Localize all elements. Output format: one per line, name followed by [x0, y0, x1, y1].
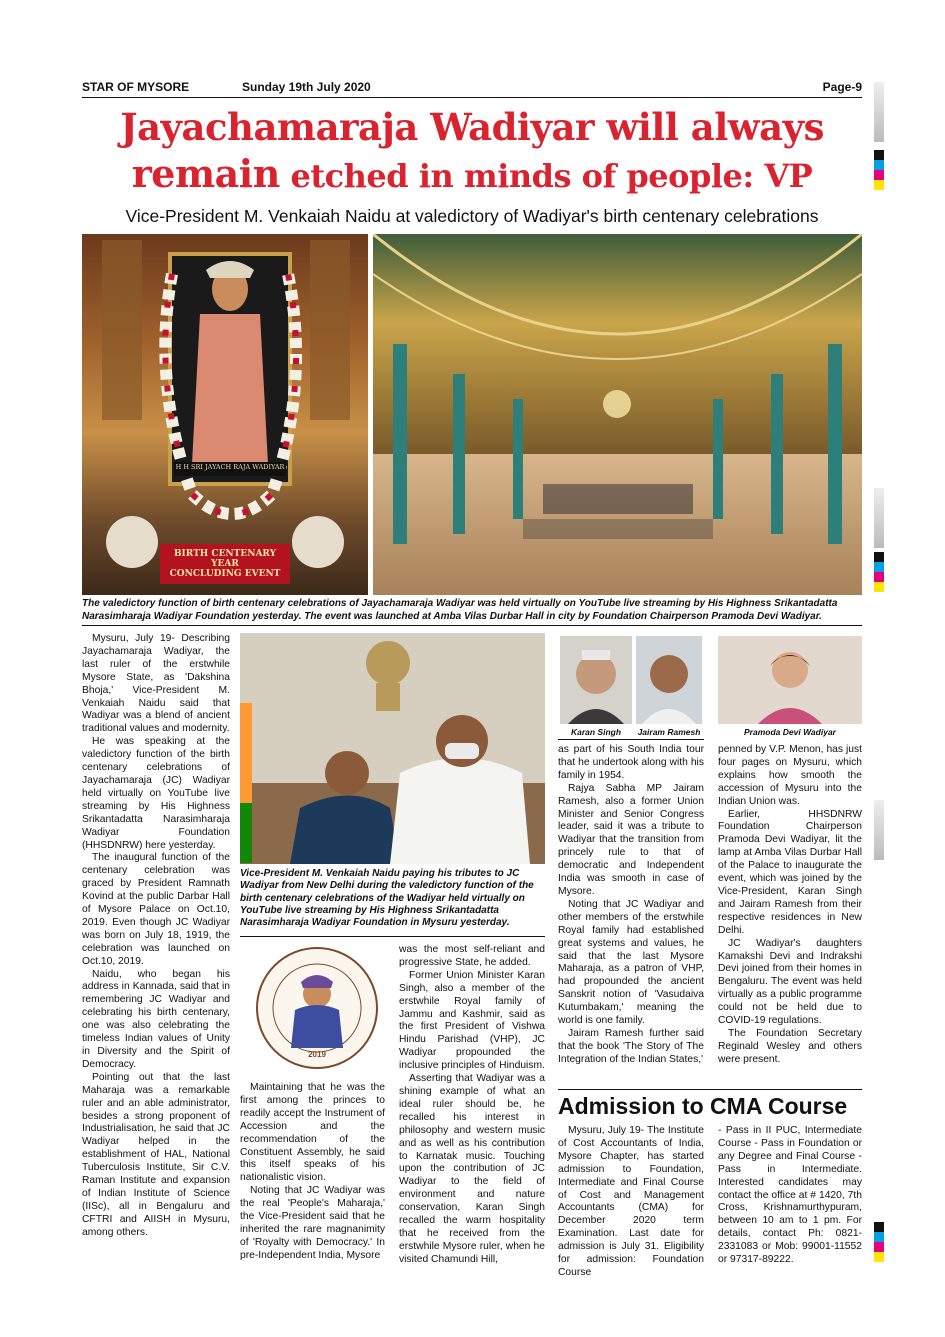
col4-para: Rajya Sabha MP Jairam Ramesh, also a former Union Minister and Senior Congress leader, said it was a tribute to Wadiyar that the transition from princely rule to that of democratic and Independent India was smooth in case of Mysore.: [558, 782, 704, 897]
registration-mark: [874, 1222, 884, 1262]
banner-line-1: BIRTH CENTENARY YEAR: [173, 549, 277, 569]
name-caption-pramoda: Pramoda Devi Wadiyar: [744, 727, 836, 737]
cma-column-2: [718, 1125, 862, 1267]
article-column-3: [399, 944, 545, 1267]
col5-para: penned by V.P. Menon, has just four pages on Mysuru, which explains how smooth the accession of Mysuru into the Indian Union was.: [718, 744, 862, 807]
col1-para: Pointing out that the last Maharaja was a remarkable ruler and an able administrator, besides a strong proponent of Industrialisation, he said that JC Wadiyar helped in the establishment of HAL, National Tuberculosis Institute, Sir C.V. Raman Institute and expansion of Indian Institute of Science (IISc), all in Bengaluru and CFTRI and AIISH in Mysuru, among others.: [82, 1071, 230, 1238]
portrait-photo: [82, 234, 368, 595]
durbar-hall-photo: [373, 234, 862, 595]
col5-para: Earlier, HHSDNRW Foundation Chairperson Pramoda Devi Wadiyar, lit the lamp at Amba Vilas Durbar Hall of the Palace to inaugurate the event, which was joined by the Vice-President, Karan Singh and Jairam Ramesh from their respective residences in New Delhi.: [718, 808, 862, 936]
portrait-photo-art: [82, 234, 368, 595]
name-caption-jairam: Jairam Ramesh: [637, 727, 701, 737]
jairam-ramesh-photo: [636, 636, 702, 724]
col4-para: Noting that JC Wadiyar and other members of the erstwhile Royal family had established great systems and values, he said that the last Mysore Maharaja, as a patron of VHP, had propounded the ancient Sanskrit notion of 'Vasudaiva Kutumbakam,' meaning the world is one family.: [558, 898, 704, 1027]
headline-remain: remain: [131, 151, 280, 196]
registration-mark: [874, 150, 884, 190]
name-caption-karan: Karan Singh: [570, 727, 622, 737]
col2-para: Maintaining that he was the first among the princes to readily accept the Instrument of Accession and the recommendation of the Constituent Assembly, he said this itself speaks of his nationalistic vision.: [240, 1082, 385, 1184]
grayscale-strip: [874, 82, 884, 142]
issue-date: Sunday 19th July 2020: [242, 80, 371, 94]
headline-rest: etched in minds of people: VP: [279, 157, 813, 195]
pramoda-devi-photo: [718, 636, 862, 724]
cma-para: Mysuru, July 19- The Institute of Cost Accountants of India, Mysore Chapter, has started admission to Foundation, Intermediate and Final Course of Cost and Management Accountants (CMA) for December 2020 term Examination. Last date for admission is July 31. Eligibility for admission: Foundation Course: [558, 1125, 704, 1278]
jairam-ramesh-art: [636, 636, 702, 724]
col5-para: JC Wadiyar's daughters Kamakshi Devi and Indrakshi Devi joined from their homes in Bengaluru. The event was held virtually as a public programme could not be held due to COVID-19 regulations.: [718, 937, 862, 1027]
subheadline: Vice-President M. Venkaiah Naidu at valedictory of Wadiyar's birth centenary celebrations: [125, 206, 819, 226]
cma-top-rule: [558, 1089, 862, 1090]
registration-mark: [874, 552, 884, 592]
grayscale-strip: [874, 800, 884, 860]
vp-caption-rule: [240, 936, 545, 937]
col3-para: Asserting that Wadiyar was a shining example of what an ideal ruler should be, he recalled his interest in philosophy and western music and as well as his contribution to Karnatak music. Touching upon the contribution of JC Wadiyar to the field of environment and nature conservation, Karan Singh recalled the warm hospitality that he received from the erstwhile Mysore ruler, when he visited Chamundi Hill,: [399, 1073, 545, 1265]
cma-title: Admission to CMA Course: [558, 1093, 848, 1119]
grayscale-strip: [874, 488, 884, 548]
col2-para: Noting that JC Wadiyar was the real 'People's Maharaja,' the Vice-President said that he inherited the rare magnanimity of 'Royalty with Democracy.' In pre-Independent India, Mysore: [240, 1185, 385, 1261]
names-rule: [558, 739, 704, 740]
emblem-year: 2019: [308, 1050, 326, 1059]
col3-para: Former Union Minister Karan Singh, also a member of the erstwhile Royal family of Jammu and Kashmir, said as the first President of Vishwa Hindu Parishad (VHP), JC Wadiyar propounded the inclusive principles of Hinduism.: [399, 969, 545, 1072]
col1-para: He was speaking at the valedictory function of the birth centenary celebrations of Jayachamaraja (JC) Wadiyar held virtually on YouTube live streaming by His Highness Srikantadatta Narasimharaja Wadiyar Foundation (HHSDNRW) here yesterday.: [82, 736, 230, 851]
karan-singh-photo: [560, 636, 632, 724]
centenary-emblem: [247, 944, 387, 1074]
paper-name: STAR OF MYSORE: [82, 80, 190, 94]
cma-para: - Pass in II PUC, Intermediate Course - Pass in Foundation or any Degree and Final Course - Pass in Intermediate. Interested candidates may contact the office at # 1420, 7th Cross, Krishnamurthypuram, between 10 am to 1 pm. For details, contact Ph: 0821-2331083 or Mob: 99001-11552 or 97317-89222.: [718, 1125, 862, 1266]
vp-photo-caption: Vice-President M. Venkaiah Naidu paying his tributes to JC Wadiyar from New Delhi during the valedictory function of the birth centenary celebrations of the Wadiyar held virtually on YouTube live streaming by His Highness Srikantadatta Narasimharaja Wadiyar Foundation in Mysuru yesterday.: [240, 868, 534, 929]
vp-photo: [240, 633, 545, 864]
top-photo-caption: The valedictory function of birth centenary celebrations of Jayachamaraja Wadiyar was held virtually on YouTube live streaming by His Highness Srikantadatta Narasimharaja Wadiyar Foundation yesterday. The event was launched at Amba Vilas Durbar Hall in city by Foundation Chairperson Pramoda Devi Wadiyar.: [82, 598, 838, 622]
centenary-banner: [160, 549, 290, 579]
col1-para: The inaugural function of the centenary celebration was graced by President Ramnath Kovind at the public Darbar Hall of Mysore Palace on Oct.10, 2019. Even though JC Wadiyar was born on July 18, 1919, the celebration was launched on Oct.10, 2019.: [82, 852, 230, 967]
portrait-nameplate: H H SRI JAYACH RAJA WADIYAR: [175, 463, 285, 471]
col4-para: Jairam Ramesh further said that the book 'The Story of The Integration of the Indian States,': [558, 1027, 704, 1065]
article-column-2: [240, 1082, 385, 1263]
col1-para: Naidu, who began his address in Kannada, said that in remembering JC Wadiyar and celebrating his birth centenary, one was also celebrating the timeless Indian values of Unity in Diversity and the Spirit of Democracy.: [82, 968, 230, 1070]
col1-para: Mysuru, July 19- Describing Jayachamaraja Wadiyar, the last ruler of the erstwhile Mysore State, as 'Dakshina Bhoja,' Vice-President M. Venkaiah Naidu said that Wadiyar was a blend of ancient traditional values and modernity.: [82, 633, 230, 735]
page-number: Page-9: [822, 80, 862, 94]
headline-line-2: [60, 151, 884, 205]
cma-column-1: [558, 1125, 704, 1280]
article-column-4: [558, 744, 704, 1067]
karan-singh-art: [560, 636, 632, 724]
vp-photo-art: [240, 633, 545, 864]
banner-line-2: CONCLUDING EVENT: [169, 569, 281, 579]
headline-line-1: Jayachamaraja Wadiyar will always: [120, 105, 824, 149]
article-column-1: [82, 633, 230, 1240]
article-column-5: [718, 744, 862, 1067]
masthead: [82, 80, 862, 96]
durbar-hall-art: [373, 234, 862, 595]
col3-para: was the most self-reliant and progressive State, he added.: [399, 944, 545, 968]
pramoda-devi-art: [718, 636, 862, 724]
masthead-rule: [82, 97, 862, 98]
col4-para: as part of his South India tour that he undertook along with his family in 1954.: [558, 744, 704, 781]
col5-para: The Foundation Secretary Reginald Wesley and others were present.: [718, 1027, 862, 1065]
caption-rule: [82, 625, 862, 626]
